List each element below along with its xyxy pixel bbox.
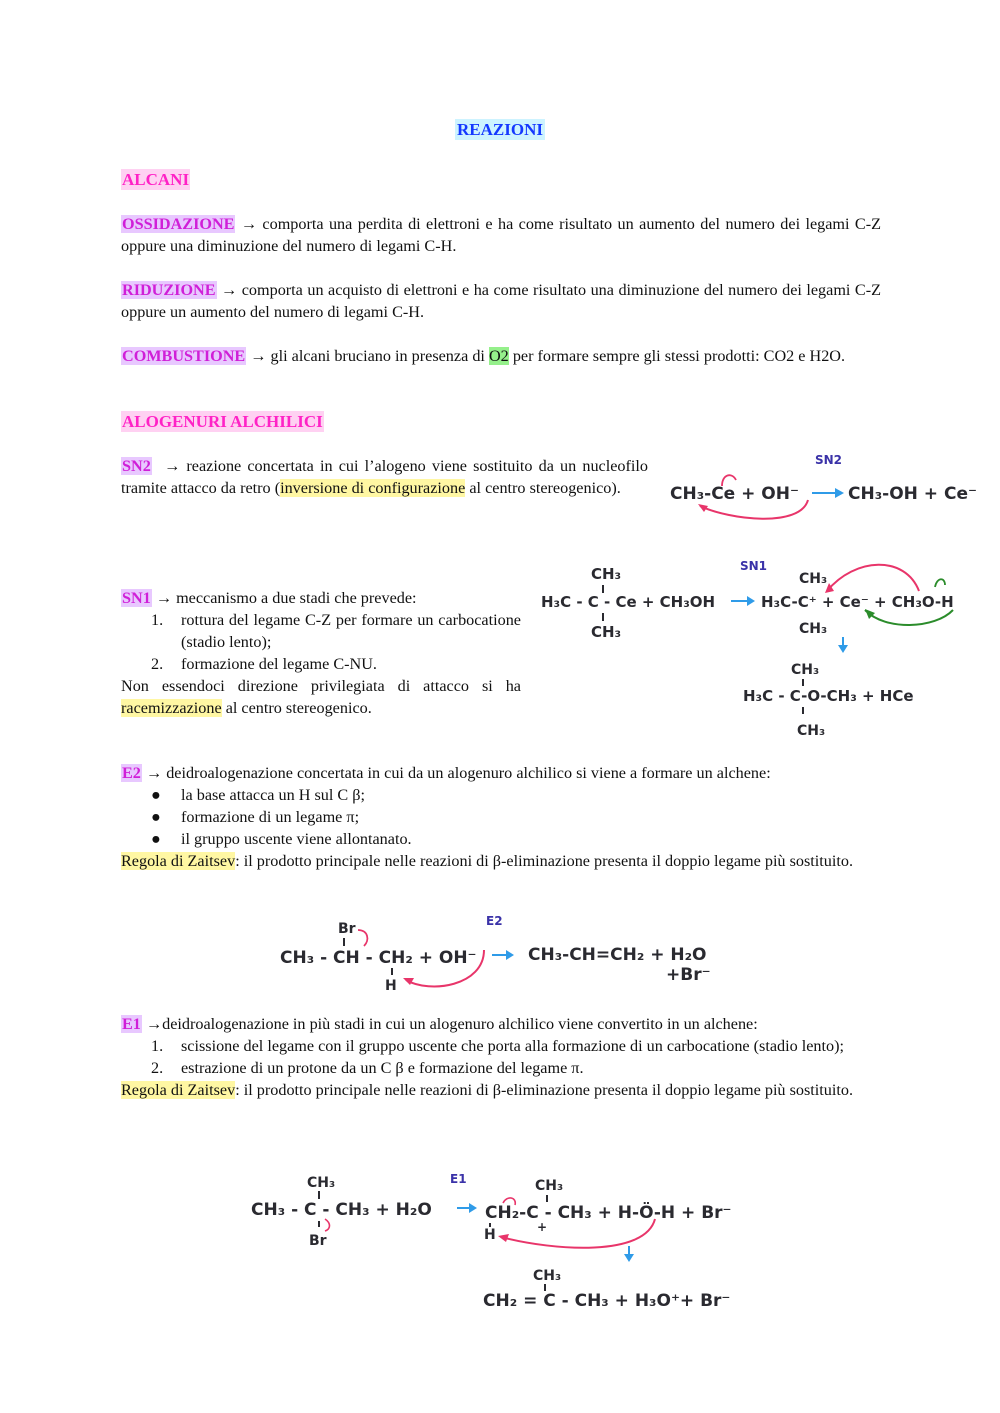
sn2-arrowhead (835, 488, 844, 498)
svg-text:CH₃: CH₃ (591, 623, 622, 641)
sn2-reactants: CH₃-Ce + OH⁻ (670, 484, 799, 504)
svg-text:CH₃: CH₃ (791, 662, 820, 678)
e2-bullet-1: ● la base attacca un H sul C β; (151, 786, 365, 804)
highlight-inversione: inversione di configurazione (280, 479, 466, 497)
e2-reactants: CH₃ - CH - CH₂ + OH⁻ (280, 948, 477, 968)
e2-label: E2 (486, 914, 503, 928)
paragraph-sn1: SN1 → meccanismo a due stadi che prevede: 1. rottura del legame C-Z per formare un carbocatione (stadio lento); 2. formazione del legame C-NU. Non essendoci direzione privilegiata di attacco si ha racemizzazione al centro stereogenico. (121, 589, 521, 717)
highlight-o2: O2 (488, 347, 509, 365)
e1-reaction-diagram (245, 1163, 765, 1313)
section-heading-alogenuri: ALOGENURI ALCHILICI (122, 412, 323, 431)
svg-text:CH₃: CH₃ (533, 1268, 562, 1284)
term-ossidazione: OSSIDAZIONE (122, 215, 235, 233)
e2-bullet-2: ● formazione di un legame π; (151, 808, 360, 826)
e2-products: CH₃-CH=CH₂ + H₂O (528, 945, 707, 965)
e1-reactants: CH₃ - C - CH₃ + H₂O (251, 1200, 432, 1220)
sn2-label: SN2 (815, 453, 843, 467)
term-e2: E2 (122, 764, 141, 782)
e1-deprotonation-arrow (501, 1219, 655, 1248)
highlight-racemizzazione: racemizzazione (121, 699, 222, 717)
sn1-label: SN1 (740, 559, 768, 573)
paragraph-ossidazione: OSSIDAZIONE → comporta una perdita di elettroni e ha come risultato un aumento del numero dei legami C-Z oppure una diminuzione del numero di legami C-H. (121, 215, 881, 255)
svg-text:CH₃: CH₃ (307, 1175, 336, 1191)
sn1-product: H₃C - C-O-CH₃ + HCe (743, 687, 914, 705)
e1-product: CH₂ = C - CH₃ + H₃O⁺+ Br⁻ (483, 1291, 731, 1311)
paragraph-sn2: SN2 → reazione concertata in cui l’alogeno viene sostituito da un nucleofilo tramite attacco da retro (inversione di configurazione al centro stereogenico). (121, 457, 653, 497)
term-sn2: SN2 (122, 457, 151, 475)
svg-text:CH₃: CH₃ (535, 1178, 564, 1194)
sn2-products: CH₃-OH + Ce⁻ (848, 484, 977, 504)
paragraph-riduzione: RIDUZIONE → comporta un acquisto di elettroni e ha come risultato una diminuzione del numero dei legami C-Z oppure un aumento del numero di legami C-H. (121, 281, 881, 321)
sn1-reactants: H₃C - C - Ce + CH₃OH (541, 593, 716, 611)
section-heading-alcani: ALCANI (122, 170, 190, 189)
svg-text:H: H (385, 978, 397, 993)
svg-text:H: H (484, 1227, 496, 1243)
paragraph-e1: E1 →deidroalogenazione in più stadi in cui un alogenuro alchilico viene convertito in un alchene: 1. scissione del legame con il gruppo uscente che porta alla formazione di un carbocatione (stadio lento); 2. estrazione di un protone da un C β e formazione del legame π. Regola di Zaitsev: il prodotto principale nelle reazioni di β-eliminazione presenta il doppio legame più sostituito. (121, 1013, 881, 1101)
highlight-zaitsev-e2: Regola di Zaitsev (121, 852, 236, 870)
term-combustione: COMBUSTIONE (122, 347, 246, 365)
svg-text:Br: Br (309, 1233, 327, 1249)
svg-text:CH₃: CH₃ (799, 571, 828, 587)
e2-reaction-diagram (270, 908, 740, 993)
paragraph-e2: E2 → deidroalogenazione concertata in cui da un alogenuro alchilico si viene a formare un alchene: ● la base attacca un H sul C β; ● formazione di un legame π; ● il gruppo uscente viene allontanato. Regola di Zaitsev: il prodotto principale nelle reazioni di β-eliminazione presenta il doppio legame più sostituito. (121, 762, 881, 872)
svg-text:+Br⁻: +Br⁻ (666, 965, 711, 985)
paragraph-combustione: COMBUSTIONE → gli alcani bruciano in presenza di O2 per formare sempre gli stessi prodotti: CO2 e H2O. (122, 347, 846, 365)
sn1-reaction-diagram (535, 555, 970, 745)
svg-text:CH₃: CH₃ (799, 621, 828, 637)
term-e1: E1 (122, 1015, 141, 1033)
e1-label: E1 (450, 1172, 467, 1186)
sn1-step-2: 2. formazione del legame C-NU. (151, 655, 377, 673)
svg-text:CH₃: CH₃ (797, 723, 826, 739)
page-title: REAZIONI (457, 120, 543, 139)
svg-text:+: + (537, 1220, 548, 1234)
sn1-intermediate: H₃C-C⁺ + Ce⁻ + CH₃O-H (761, 593, 954, 611)
highlight-zaitsev-e1: Regola di Zaitsev (121, 1081, 236, 1099)
sn2-reaction-diagram (660, 448, 980, 523)
sn1-step-1: 1. rottura del legame C-Z per formare un carbocatione (stadio lento); (151, 611, 521, 651)
term-riduzione: RIDUZIONE (122, 281, 216, 299)
e1-step-2: 2. estrazione di un protone da un C β e formazione del legame π. (151, 1059, 584, 1077)
sn1-proton-arrow (865, 610, 953, 625)
sn1-attack-arrow (827, 565, 919, 591)
term-sn1: SN1 (122, 589, 151, 607)
svg-text:Br: Br (338, 921, 356, 937)
e1-intermediate: CH₂-C - CH₃ + H-Ö-H + Br⁻ (485, 1203, 732, 1223)
svg-text:CH₃: CH₃ (591, 565, 622, 583)
e2-bullet-3: ● il gruppo uscente viene allontanato. (151, 830, 412, 848)
e1-step-1: 1. scissione del legame con il gruppo uscente che porta alla formazione di un carbocatione (stadio lento); (151, 1037, 844, 1055)
